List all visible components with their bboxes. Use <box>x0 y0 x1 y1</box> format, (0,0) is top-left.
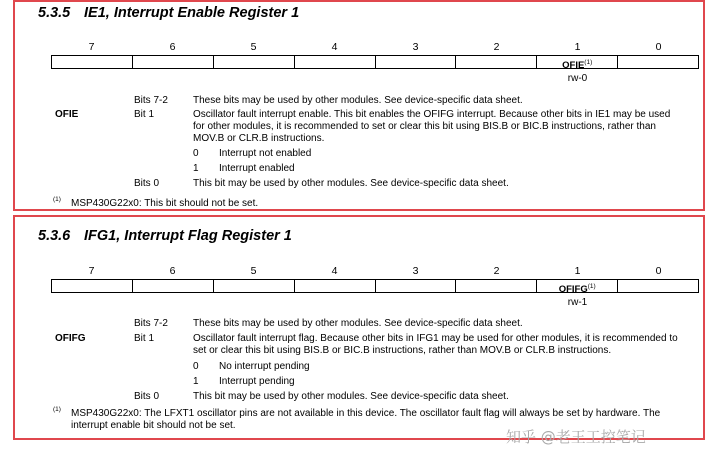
ie1-register-row <box>51 55 699 72</box>
footnote-text: interrupt enable bit should not be set. <box>71 420 236 431</box>
bit-description: MOV.B or CLR.B instructions. <box>193 133 325 144</box>
ifg1-bit-numbers <box>51 265 699 279</box>
ifg1-section <box>13 215 705 440</box>
register-cell <box>294 280 375 292</box>
ofie-footnote-ref: (1) <box>584 59 593 66</box>
bit-number: 3 <box>412 41 419 53</box>
option-value: 1 <box>193 163 199 174</box>
field-name: OFIFG <box>55 333 86 344</box>
ofifg-footnote-ref: (1) <box>587 283 596 290</box>
register-cell <box>375 280 456 292</box>
ifg1-section-number: 5.3.6 <box>38 228 71 244</box>
bit-number: 7 <box>88 41 95 53</box>
option-value: 0 <box>193 361 199 372</box>
bits-label: Bits 0 <box>134 391 160 402</box>
ifg1-title-text: IFG1, Interrupt Flag Register 1 <box>84 228 292 244</box>
register-cell <box>132 280 213 292</box>
bits-label: Bit 1 <box>134 333 155 344</box>
register-cell <box>132 56 213 68</box>
register-cell <box>294 56 375 68</box>
zhihu-watermark: 知乎 @老王工控笔记 <box>506 428 646 446</box>
bit-number: 6 <box>169 265 176 277</box>
bit-description: for other modules, it is recommended to set or clear this bit using BIS.B or BIC.B instructions, rather than <box>193 121 656 132</box>
bit-description: Oscillator fault interrupt enable. This bit enables the OFIFG interrupt. Because other bits in IE1 may be used <box>193 109 671 120</box>
bit-description: These bits may be used by other modules. See device-specific data sheet. <box>193 95 523 106</box>
ofifg-cell-label: OFIFG <box>558 284 588 296</box>
register-cell <box>617 280 698 292</box>
register-cell <box>52 56 132 68</box>
option-label: Interrupt pending <box>219 376 295 387</box>
bit-description: Oscillator fault interrupt flag. Because other bits in IFG1 may be used for other modules, it is recommended to <box>193 333 678 344</box>
bit-number: 0 <box>655 41 662 53</box>
bit-number: 7 <box>88 265 95 277</box>
bits-label: Bits 7-2 <box>134 318 168 329</box>
bits-label: Bits 0 <box>134 178 160 189</box>
ifg1-title <box>38 228 292 244</box>
bit-description: These bits may be used by other modules. See device-specific data sheet. <box>193 318 523 329</box>
register-cell <box>375 56 456 68</box>
ie1-section-number: 5.3.5 <box>38 5 71 21</box>
bit-number: 5 <box>250 265 257 277</box>
bit-number: 1 <box>574 265 581 277</box>
bit-number: 4 <box>331 265 338 277</box>
bit-number: 1 <box>574 41 581 53</box>
option-label: Interrupt not enabled <box>219 148 312 159</box>
ifg1-ofifg-cell <box>536 280 617 296</box>
register-cell <box>213 280 294 292</box>
bit-number: 5 <box>250 41 257 53</box>
ifg1-access-type: rw-1 <box>567 297 588 308</box>
footnote-mark: (1) <box>53 196 61 203</box>
bit-description: This bit may be used by other modules. See device-specific data sheet. <box>193 178 509 189</box>
bit-description: set or clear this bit using BIS.B or BIC.B instructions, rather than MOV.B or CLR.B instructions. <box>193 345 612 356</box>
bits-label: Bits 7-2 <box>134 95 168 106</box>
register-cell <box>213 56 294 68</box>
field-name: OFIE <box>55 109 79 120</box>
footnote-mark: (1) <box>53 406 61 413</box>
ie1-ofie-cell <box>536 56 617 72</box>
bit-number: 2 <box>493 265 500 277</box>
option-value: 0 <box>193 148 199 159</box>
option-value: 1 <box>193 376 199 387</box>
register-cell <box>52 280 132 292</box>
ie1-title-text: IE1, Interrupt Enable Register 1 <box>84 5 300 21</box>
option-label: No interrupt pending <box>219 361 310 372</box>
bit-number: 3 <box>412 265 419 277</box>
bit-number: 6 <box>169 41 176 53</box>
register-cell <box>455 56 536 68</box>
ofie-cell-label: OFIE <box>562 60 585 72</box>
ie1-section <box>13 0 705 211</box>
footnote-text: MSP430G22x0: This bit should not be set. <box>71 198 259 209</box>
bit-description: This bit may be used by other modules. See device-specific data sheet. <box>193 391 509 402</box>
register-cell <box>617 56 698 68</box>
register-cell <box>455 280 536 292</box>
ie1-access-type: rw-0 <box>567 73 588 84</box>
ie1-title <box>38 5 299 21</box>
bit-number: 4 <box>331 41 338 53</box>
ie1-bit-numbers <box>51 41 699 55</box>
ifg1-register-row <box>51 279 699 296</box>
option-label: Interrupt enabled <box>219 163 295 174</box>
bits-label: Bit 1 <box>134 109 155 120</box>
bit-number: 0 <box>655 265 662 277</box>
footnote-text: MSP430G22x0: The LFXT1 oscillator pins are not available in this device. The oscillator fault flag will always be set by hardware. The <box>71 408 661 419</box>
bit-number: 2 <box>493 41 500 53</box>
